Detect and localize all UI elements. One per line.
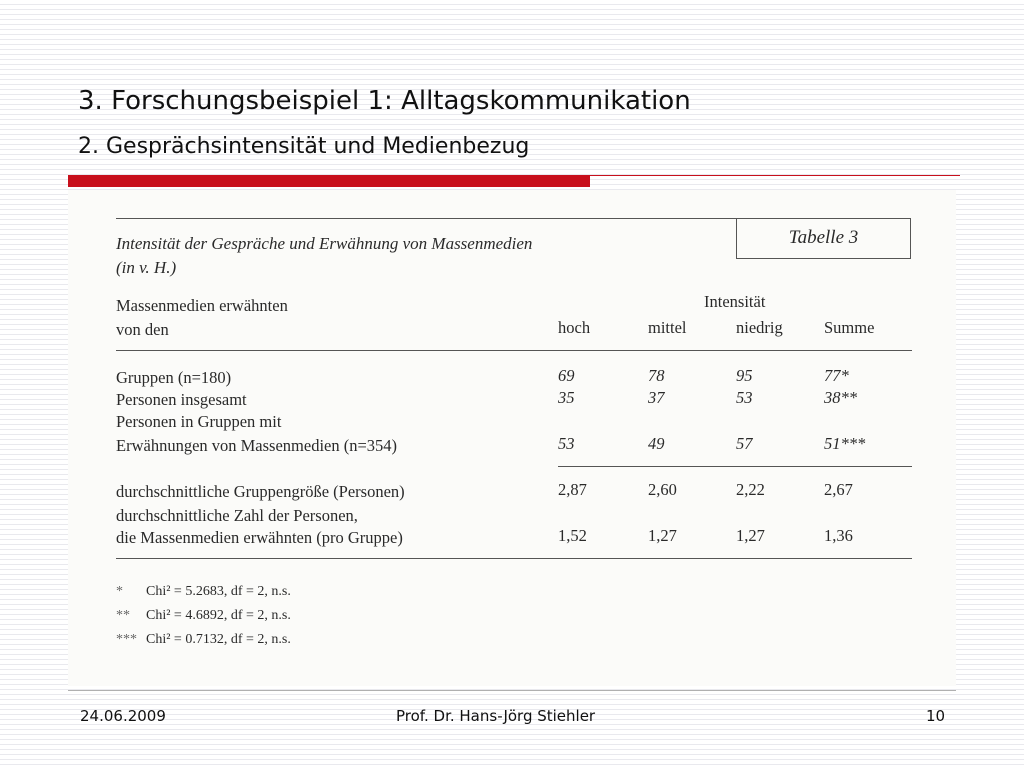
- row-label: durchschnittliche Gruppengröße (Personen): [116, 482, 405, 501]
- row-label: Erwähnungen von Massenmedien (n=354): [116, 436, 398, 455]
- table-cell: 2,22: [736, 480, 765, 499]
- column-header: niedrig: [736, 318, 783, 337]
- table-cell: 95: [736, 366, 753, 385]
- table-cell: 51***: [824, 434, 866, 453]
- slide-title: 3. Forschungsbeispiel 1: Alltagskommunikation: [78, 86, 691, 116]
- footnote-mark: ***: [116, 632, 137, 647]
- footnote-text: Chi² = 5.2683, df = 2, n.s.: [146, 584, 291, 599]
- scanned-table-image: [68, 190, 956, 686]
- column-header: Summe: [824, 318, 875, 337]
- footnote: [116, 608, 291, 624]
- table-cell: 49: [648, 434, 665, 453]
- section-rule: [558, 466, 912, 467]
- footnote: [116, 632, 291, 648]
- table-cell: 2,87: [558, 480, 587, 499]
- bottom-table-rule: [116, 558, 912, 559]
- table-cell: 77*: [824, 366, 849, 385]
- footnote-text: Chi² = 4.6892, df = 2, n.s.: [146, 608, 291, 623]
- table-cell: 38**: [824, 388, 857, 407]
- footnote-mark: **: [116, 608, 130, 623]
- footer-page-number: 10: [926, 707, 946, 725]
- accent-bar: [68, 175, 590, 187]
- row-label: die Massenmedien erwähnten (pro Gruppe): [116, 528, 403, 547]
- row-header-line-2: von den: [116, 320, 169, 339]
- table-cell: 1,27: [736, 526, 765, 545]
- footer-date: 24.06.2009: [80, 707, 166, 725]
- footer-author: Prof. Dr. Hans-Jörg Stiehler: [396, 707, 596, 725]
- table-number: Tabelle 3: [736, 218, 911, 259]
- caption-line-2: (in v. H.): [116, 258, 177, 277]
- table-cell: 53: [736, 388, 753, 407]
- row-label: Personen in Gruppen mit: [116, 412, 282, 431]
- group-header: Intensität: [704, 292, 766, 311]
- table-cell: 57: [736, 434, 753, 453]
- accent-line: [590, 175, 960, 176]
- table-cell: 1,36: [824, 526, 853, 545]
- column-header: mittel: [648, 318, 687, 337]
- footnote: [116, 584, 291, 600]
- table-caption: [116, 232, 586, 280]
- table-cell: 78: [648, 366, 665, 385]
- caption-line-1: Intensität der Gespräche und Erwähnung von Massenmedien: [116, 234, 533, 253]
- table-cell: 35: [558, 388, 575, 407]
- table-cell: 1,27: [648, 526, 677, 545]
- column-header: hoch: [558, 318, 591, 337]
- row-header-line-1: Massenmedien erwähnten: [116, 296, 288, 315]
- table-cell: 1,52: [558, 526, 587, 545]
- table-cell: 2,60: [648, 480, 677, 499]
- table-cell: 37: [648, 388, 665, 407]
- slide-subtitle: 2. Gesprächsintensität und Medienbezug: [78, 134, 530, 159]
- row-label: Personen insgesamt: [116, 390, 247, 409]
- table-cell: 69: [558, 366, 575, 385]
- row-label: Gruppen (n=180): [116, 368, 232, 387]
- header-rule: [116, 350, 912, 351]
- table-cell: 2,67: [824, 480, 853, 499]
- footnote-text: Chi² = 0.7132, df = 2, n.s.: [146, 632, 291, 647]
- footnote-mark: *: [116, 584, 123, 599]
- top-rule: [116, 218, 738, 219]
- row-label: durchschnittliche Zahl der Personen,: [116, 506, 358, 525]
- footer-divider: [68, 690, 956, 691]
- table-cell: 53: [558, 434, 575, 453]
